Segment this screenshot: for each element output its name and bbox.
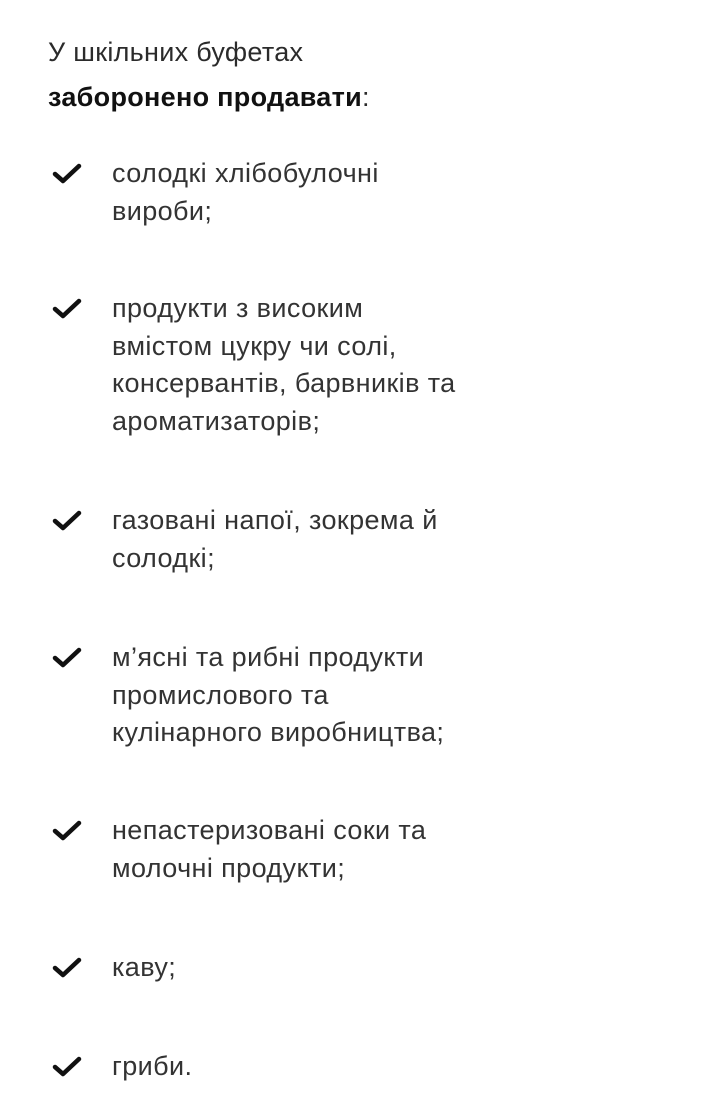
list-item-text: продукти з високим вмістом цукру чи солі, консервантів, барвників та ароматизаторів; — [112, 293, 456, 436]
list-item-text: гриби. — [112, 1051, 193, 1081]
intro-colon: : — [362, 82, 370, 112]
list-item-text: газовані напої, зокрема й солодкі; — [112, 505, 438, 573]
list-item-text: м’ясні та рибні продукти промислового та кулінарного виробництва; — [112, 642, 445, 747]
check-icon — [52, 1056, 82, 1078]
intro-bold-phrase: заборонено продавати — [48, 82, 363, 112]
list-item-text: солодкі хлібобулочні вироби; — [112, 158, 379, 226]
list-item-text: каву; — [112, 952, 177, 982]
intro-emphasis-line — [48, 75, 370, 120]
check-icon — [52, 163, 82, 185]
check-icon — [52, 510, 82, 532]
check-icon — [52, 957, 82, 979]
check-icon — [52, 820, 82, 842]
list-item-text: непастеризовані соки та молочні продукти; — [112, 815, 427, 883]
intro-line: У шкільних буфетах — [48, 37, 304, 67]
intro-text — [48, 30, 370, 120]
check-icon — [52, 298, 82, 320]
check-icon — [52, 647, 82, 669]
